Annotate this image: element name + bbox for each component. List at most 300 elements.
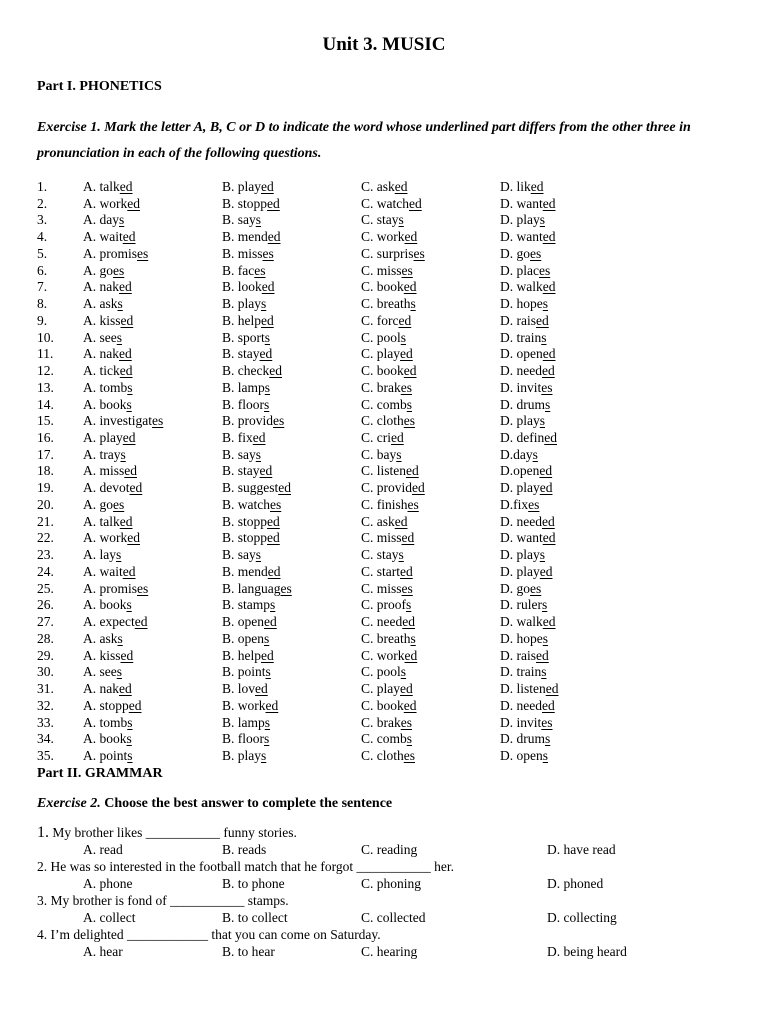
underlined-part: ed <box>261 312 274 328</box>
answer-option: B. misses <box>222 245 274 261</box>
answer-option: D. wanted <box>500 195 556 211</box>
question-row <box>37 681 737 698</box>
exercise-2-instructions <box>37 796 392 812</box>
question-number: 5. <box>37 245 48 261</box>
answer-option: C. forced <box>361 312 412 328</box>
question-row <box>37 648 737 665</box>
underlined-part: s <box>541 664 547 680</box>
question-row <box>37 263 737 280</box>
answer-option: A. waited <box>83 563 136 579</box>
answer-option: B. helped <box>222 647 274 663</box>
question-number: 8. <box>37 296 48 312</box>
underlined-part: s <box>396 446 402 462</box>
underlined-part: ed <box>127 530 140 546</box>
answer-option: D. hopes <box>500 630 549 646</box>
question-number: 16. <box>37 430 54 446</box>
underlined-part: s <box>119 212 125 228</box>
answer-option: C. breaths <box>361 296 416 312</box>
answer-option: B. fixed <box>222 430 266 446</box>
answer-option: C. phoning <box>361 875 422 891</box>
answer-option: D. wanted <box>500 229 556 245</box>
answer-option: C. listened <box>361 463 419 479</box>
question-row <box>37 330 737 347</box>
answer-option: C. collected <box>361 909 426 925</box>
answer-option: B. loved <box>222 681 268 697</box>
answer-option: B. mended <box>222 563 281 579</box>
question-row <box>37 196 737 213</box>
answer-option: A. ticked <box>83 363 133 379</box>
section-heading-grammar: Part II. GRAMMAR <box>37 766 163 781</box>
question-number: 26. <box>37 597 54 613</box>
underlined-part: s <box>265 664 271 680</box>
underlined-part: ed <box>259 463 273 479</box>
answer-option: D. rulers <box>500 597 548 613</box>
question-number: 15. <box>37 413 54 429</box>
answer-option: B. floors <box>222 396 270 412</box>
answer-option: B. plays <box>222 296 267 312</box>
underlined-part: ed <box>412 480 425 496</box>
underlined-part: s <box>126 597 132 613</box>
question-row <box>37 296 737 313</box>
exercise-2-text: Choose the best answer to complete the sentence <box>104 796 393 811</box>
question-row <box>37 463 737 480</box>
question-row <box>37 564 737 581</box>
underlined-part: s <box>116 664 123 680</box>
question-row <box>37 748 737 765</box>
answer-option: B. stopped <box>222 513 280 529</box>
answer-option: D. goes <box>500 245 542 261</box>
underlined-part: s <box>264 731 270 747</box>
answer-option: D. listened <box>500 681 559 697</box>
exercise-1-instructions: Exercise 1. Mark the letter A, B, C or D to indicate the word whose underlined part differs from the other three in pronunciation in each of the following questions. <box>37 120 691 161</box>
underlined-part: es <box>270 496 282 512</box>
question-row <box>37 480 737 497</box>
underlined-part: es <box>254 262 266 278</box>
answer-option: D. liked <box>500 179 544 194</box>
underlined-part: ed <box>261 179 274 194</box>
underlined-part: s <box>539 212 546 228</box>
underlined-part: es <box>538 262 551 278</box>
answer-option: A. points <box>83 747 133 763</box>
answer-option: A. waited <box>83 229 136 245</box>
underlined-part: s <box>539 413 546 429</box>
question-number: 21. <box>37 513 54 529</box>
answer-option: A. tombs <box>83 379 133 395</box>
answer-option: B. to collect <box>222 909 288 925</box>
underlined-part: ed <box>267 195 280 211</box>
underlined-part: ed <box>119 179 133 194</box>
answer-option: B. opens <box>222 630 270 646</box>
underlined-part: es <box>400 379 412 395</box>
underlined-part: ed <box>403 697 417 713</box>
phonetics-question-list <box>37 179 737 765</box>
underlined-part: ed <box>394 513 408 529</box>
answer-option: D. needed <box>500 363 555 379</box>
underlined-part: s <box>542 630 549 646</box>
answer-option: C. combs <box>361 396 413 412</box>
grammar-question-stem <box>37 892 737 910</box>
underlined-part: s <box>255 446 262 462</box>
answer-option: D. collecting <box>547 909 617 925</box>
answer-option: D.opened <box>500 463 553 479</box>
answer-option: A. naked <box>83 279 132 295</box>
answer-option: C. asked <box>361 179 408 194</box>
page-title: Unit 3. MUSIC <box>322 34 446 55</box>
answer-option: B. says <box>222 547 262 563</box>
answer-option: B. stopped <box>222 530 280 546</box>
underlined-part: s <box>398 547 404 563</box>
underlined-part: es <box>262 245 274 261</box>
answer-option: B. stamps <box>222 597 276 613</box>
grammar-question-list <box>37 824 737 960</box>
answer-option: D. played <box>500 563 553 579</box>
question-row <box>37 179 737 196</box>
underlined-part: ed <box>391 430 404 446</box>
question-row <box>37 698 737 715</box>
underlined-part: s <box>264 714 271 730</box>
answer-option: A. naked <box>83 346 132 362</box>
answer-option: A. goes <box>83 262 125 278</box>
question-number: 1. <box>37 824 49 841</box>
underlined-part: s <box>545 396 551 412</box>
answer-option: C. brakes <box>361 714 412 730</box>
question-number: 25. <box>37 580 54 596</box>
answer-option: B. to phone <box>222 875 285 891</box>
question-number: 30. <box>37 664 54 680</box>
question-number: 29. <box>37 647 54 663</box>
question-number: 24. <box>37 563 54 579</box>
answer-option: D. needed <box>500 697 555 713</box>
answer-option: B. watches <box>222 496 282 512</box>
question-row <box>37 363 737 380</box>
question-number: 7. <box>37 279 48 295</box>
answer-option: B. stayed <box>222 346 273 362</box>
answer-option: C. hearing <box>361 943 418 959</box>
underlined-part: ed <box>394 179 408 194</box>
grammar-options-row <box>37 910 737 927</box>
underlined-part: ed <box>255 681 268 697</box>
underlined-part: s <box>127 379 133 395</box>
answer-option: D. have read <box>547 841 616 857</box>
question-number: 32. <box>37 697 54 713</box>
answer-option: A. trays <box>83 446 126 462</box>
underlined-part: ed <box>404 647 418 663</box>
answer-option: B. lamps <box>222 714 271 730</box>
underlined-part: es <box>403 413 415 429</box>
underlined-part: ed <box>403 363 417 379</box>
question-number: 28. <box>37 630 54 646</box>
answer-option: D. opens <box>500 747 549 763</box>
question-row <box>37 530 737 547</box>
underlined-part: ed <box>398 312 412 328</box>
question-row <box>37 397 737 414</box>
question-row <box>37 514 737 531</box>
question-number: 14. <box>37 396 54 412</box>
underlined-part: es <box>541 379 553 395</box>
answer-option: C. provided <box>361 480 425 496</box>
underlined-part: s <box>400 664 407 680</box>
answer-option: A. books <box>83 597 132 613</box>
underlined-part: s <box>406 396 413 412</box>
underlined-part: ed <box>542 530 556 546</box>
underlined-part: s <box>406 597 412 613</box>
answer-option: A. kissed <box>83 312 134 328</box>
answer-option: B. points <box>222 664 271 680</box>
question-number: 20. <box>37 496 54 512</box>
answer-option: B. languages <box>222 580 292 596</box>
answer-option: D. needed <box>500 513 555 529</box>
answer-option: C. pools <box>361 329 407 345</box>
underlined-part: es <box>137 580 149 596</box>
exercise-2-label: Exercise 2. <box>37 796 101 811</box>
answer-option: A. asks <box>83 630 123 646</box>
answer-option: A. talked <box>83 513 133 529</box>
question-number: 27. <box>37 614 54 630</box>
answer-option: B. reads <box>222 841 267 857</box>
answer-option: D. walked <box>500 614 556 630</box>
question-row <box>37 212 737 229</box>
underlined-part: s <box>270 597 276 613</box>
answer-option: B. opened <box>222 614 277 630</box>
answer-option: A. lays <box>83 547 122 563</box>
underlined-part: ed <box>122 430 136 446</box>
question-row <box>37 631 737 648</box>
answer-option: A. read <box>83 841 123 857</box>
underlined-part: ed <box>120 647 134 663</box>
answer-option: C. brakes <box>361 379 412 395</box>
underlined-part: es <box>413 245 425 261</box>
question-number: 33. <box>37 714 54 730</box>
answer-option: D. plays <box>500 212 546 228</box>
answer-option: B. says <box>222 446 262 462</box>
answer-option: D.days <box>500 446 538 462</box>
answer-option: B. looked <box>222 279 275 295</box>
underlined-part: ed <box>269 363 282 379</box>
question-row <box>37 497 737 514</box>
underlined-part: es <box>528 496 540 512</box>
answer-option: A. investigates <box>83 413 164 429</box>
underlined-part: ed <box>539 480 553 496</box>
underlined-part: es <box>401 580 413 596</box>
question-text: My brother likes ___________ funny stories. <box>52 825 297 840</box>
underlined-part: ed <box>119 346 132 362</box>
underlined-part: es <box>541 714 553 730</box>
question-row <box>37 581 737 598</box>
underlined-part: ed <box>252 430 266 446</box>
underlined-part: s <box>264 630 270 646</box>
question-number: 1. <box>37 179 48 194</box>
question-row <box>37 279 737 296</box>
answer-option: C. surprises <box>361 245 425 261</box>
underlined-part: s <box>539 547 546 563</box>
underlined-part: ed <box>267 229 281 245</box>
underlined-part: ed <box>403 279 417 295</box>
answer-option: B. suggested <box>222 480 292 496</box>
underlined-part: es <box>403 747 415 763</box>
question-row <box>37 246 737 263</box>
answer-option: B. plays <box>222 747 267 763</box>
answer-option: C. needed <box>361 614 415 630</box>
answer-option: C. pools <box>361 664 407 680</box>
answer-option: B. stayed <box>222 463 273 479</box>
answer-option: D. plays <box>500 547 546 563</box>
answer-option: D. phoned <box>547 875 604 891</box>
underlined-part: ed <box>401 530 415 546</box>
underlined-part: es <box>113 262 125 278</box>
answer-option: D. invites <box>500 714 553 730</box>
answer-option: A. naked <box>83 681 132 697</box>
underlined-part: s <box>120 446 126 462</box>
answer-option: A. tombs <box>83 714 133 730</box>
grammar-options-row <box>37 944 737 961</box>
underlined-part: ed <box>400 346 413 362</box>
question-number: 17. <box>37 446 54 462</box>
underlined-part: s <box>117 296 123 312</box>
underlined-part: ed <box>119 513 133 529</box>
question-row <box>37 313 737 330</box>
answer-option: D. drums <box>500 731 551 747</box>
underlined-part: ed <box>127 195 140 211</box>
answer-option: C. stays <box>361 547 404 563</box>
underlined-part: ed <box>541 697 555 713</box>
answer-option: A. played <box>83 430 136 446</box>
underlined-part: s <box>410 630 416 646</box>
underlined-part: s <box>255 212 262 228</box>
answer-option: A. worked <box>83 195 140 211</box>
question-text: 3. My brother is fond of ___________ stamps. <box>37 893 289 908</box>
section-heading-phonetics: Part I. PHONETICS <box>37 79 162 94</box>
underlined-part: es <box>401 262 413 278</box>
grammar-question-stem <box>37 824 737 842</box>
question-number: 23. <box>37 547 54 563</box>
question-number: 9. <box>37 312 48 328</box>
question-text: 2. He was so interested in the football match that he forgot ___________ her. <box>37 859 455 874</box>
underlined-part: ed <box>541 513 555 529</box>
underlined-part: s <box>264 329 271 345</box>
underlined-part: ed <box>259 346 273 362</box>
underlined-part: ed <box>119 681 132 697</box>
answer-option: C. combs <box>361 731 413 747</box>
underlined-part: ed <box>400 563 413 579</box>
answer-option: C. misses <box>361 580 413 596</box>
answer-option: A. stopped <box>83 697 142 713</box>
underlined-part: es <box>152 413 164 429</box>
underlined-part: s <box>545 731 551 747</box>
underlined-part: ed <box>122 229 136 245</box>
answer-option: B. faces <box>222 262 266 278</box>
question-number: 22. <box>37 530 54 546</box>
answer-option: D. raised <box>500 312 549 328</box>
underlined-part: ed <box>261 279 275 295</box>
underlined-part: ed <box>545 681 559 697</box>
answer-option: C. booked <box>361 279 417 295</box>
question-row <box>37 547 737 564</box>
underlined-part: ed <box>119 279 132 295</box>
answer-option: A. worked <box>83 530 140 546</box>
question-number: 18. <box>37 463 54 479</box>
question-row <box>37 447 737 464</box>
question-row <box>37 664 737 681</box>
answer-option: C. clothes <box>361 413 415 429</box>
underlined-part: es <box>530 245 542 261</box>
grammar-question-stem <box>37 926 737 944</box>
answer-option: C. finishes <box>361 496 419 512</box>
answer-option: B. lamps <box>222 379 271 395</box>
answer-option: C. misses <box>361 262 413 278</box>
question-row <box>37 597 737 614</box>
underlined-part: es <box>407 496 419 512</box>
underlined-part: ed <box>267 513 280 529</box>
answer-option: D.fixes <box>500 496 540 512</box>
answer-option: B. floors <box>222 731 270 747</box>
answer-option: D. wanted <box>500 530 556 546</box>
underlined-part: ed <box>406 463 419 479</box>
answer-option: C. played <box>361 346 413 362</box>
underlined-part: ed <box>539 563 553 579</box>
answer-option: A. collect <box>83 909 136 925</box>
underlined-part: s <box>406 731 413 747</box>
question-number: 3. <box>37 212 48 228</box>
answer-option: A. sees <box>83 664 123 680</box>
underlined-part: s <box>542 296 549 312</box>
answer-option: A. sees <box>83 329 123 345</box>
answer-option: B. sports <box>222 329 271 345</box>
answer-option: A. talked <box>83 179 133 194</box>
underlined-part: s <box>542 747 549 763</box>
answer-option: D. hopes <box>500 296 549 312</box>
answer-option: C. breaths <box>361 630 416 646</box>
answer-option: B. checked <box>222 363 282 379</box>
answer-option: C. cried <box>361 430 404 446</box>
question-number: 10. <box>37 329 54 345</box>
underlined-part: s <box>261 296 267 312</box>
underlined-part: s <box>126 396 132 412</box>
answer-option: C. started <box>361 563 413 579</box>
underlined-part: ed <box>129 480 143 496</box>
answer-option: A. kissed <box>83 647 134 663</box>
underlined-part: es <box>280 580 292 596</box>
answer-option: C. proofs <box>361 597 412 613</box>
answer-option: A. books <box>83 731 132 747</box>
answer-option: C. worked <box>361 229 418 245</box>
question-number: 12. <box>37 363 54 379</box>
question-row <box>37 715 737 732</box>
answer-option: D. trains <box>500 329 547 345</box>
answer-option: D. invites <box>500 379 553 395</box>
underlined-part: es <box>530 580 542 596</box>
question-row <box>37 229 737 246</box>
underlined-part: ed <box>404 229 418 245</box>
answer-option: B. mended <box>222 229 281 245</box>
answer-option: D. drums <box>500 396 551 412</box>
underlined-part: ed <box>542 229 556 245</box>
answer-option: A. devoted <box>83 480 143 496</box>
underlined-part: s <box>541 597 548 613</box>
answer-option: D. places <box>500 262 551 278</box>
question-number: 34. <box>37 731 54 747</box>
question-row <box>37 413 737 430</box>
question-row <box>37 380 737 397</box>
grammar-options-row <box>37 876 737 893</box>
grammar-options-row <box>37 842 737 859</box>
underlined-part: s <box>116 329 123 345</box>
answer-option: A. expected <box>83 614 148 630</box>
answer-option: D. defined <box>500 430 557 446</box>
question-number: 11. <box>37 346 54 362</box>
answer-option: A. books <box>83 396 132 412</box>
underlined-part: s <box>400 329 407 345</box>
answer-option: D. walked <box>500 279 556 295</box>
